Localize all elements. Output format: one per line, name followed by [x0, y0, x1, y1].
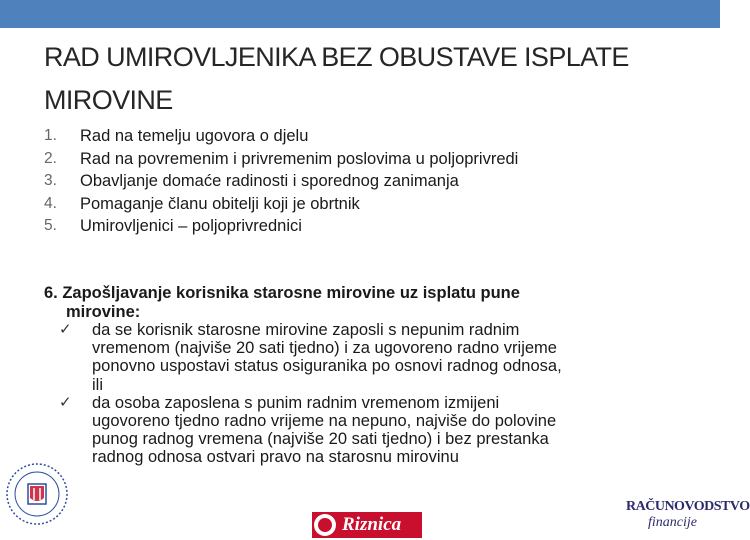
logo-line-1: RAČUNOVODSTVO	[626, 499, 750, 514]
check-line: radnog odnosa ostvari pravo na starosnu mirovinu	[92, 448, 459, 467]
top-accent-bar	[0, 0, 720, 28]
list-item	[44, 193, 518, 216]
list-item	[44, 148, 518, 171]
check-item	[44, 394, 664, 467]
numbered-list	[44, 125, 518, 238]
item-number: 3.	[44, 172, 57, 189]
check-line: da se korisnik starosne mirovine zaposli s nepunim radnim	[92, 321, 520, 339]
check-icon: ✓	[59, 321, 72, 338]
item-6-heading	[44, 284, 664, 321]
item-6-line1: 6. Zapošljavanje korisnika starosne mirovine uz isplatu pune	[44, 284, 520, 302]
item-6-section	[44, 284, 664, 467]
check-item	[44, 321, 664, 394]
item-number: 1.	[44, 127, 57, 144]
check-line: ili	[92, 375, 103, 394]
check-list	[44, 321, 664, 467]
item-number: 5.	[44, 217, 57, 234]
riznica-logo-text: Riznica	[342, 514, 402, 535]
riznica-logo	[312, 512, 422, 538]
item-text: Rad na temelju ugovora o djelu	[80, 127, 309, 145]
logo-line-2: financije	[648, 515, 697, 530]
item-6-line2: mirovine:	[66, 302, 141, 321]
item-text: Obavljanje domaće radinosti i sporednog zanimanja	[80, 172, 459, 190]
check-line: punog radnog vremena (najviše 20 sati tjedno) i bez prestanka	[92, 430, 549, 449]
emblem-icon	[4, 452, 70, 532]
check-line: vremenom (najviše 20 sati tjedno) i za ugovoreno radno vrijeme	[92, 339, 557, 358]
check-line: ugovoreno tjedno radno vrijeme na nepuno, najviše do polovine	[92, 412, 557, 431]
racunovodstvo-logo	[626, 495, 750, 537]
item-text: Umirovljenici – poljoprivrednici	[80, 217, 302, 235]
check-line: da osoba zaposlena s punim radnim vremenom izmijeni	[92, 393, 500, 412]
item-number: 4.	[44, 194, 57, 212]
item-number: 2.	[44, 149, 57, 167]
item-text: Rad na povremenim i privremenim poslovima u poljoprivredi	[80, 149, 519, 168]
list-item	[44, 170, 518, 193]
list-item	[44, 125, 518, 148]
check-line: ponovno uspostavi status osiguranika po osnovi radnog odnosa,	[92, 357, 562, 376]
check-icon: ✓	[59, 393, 72, 411]
item-text: Pomaganje članu obitelji koji je obrtnik	[80, 194, 360, 213]
list-item	[44, 215, 518, 238]
slide-title: RAD UMIROVLJENIKA BEZ OBUSTAVE ISPLATE MIROVINE	[44, 42, 629, 115]
